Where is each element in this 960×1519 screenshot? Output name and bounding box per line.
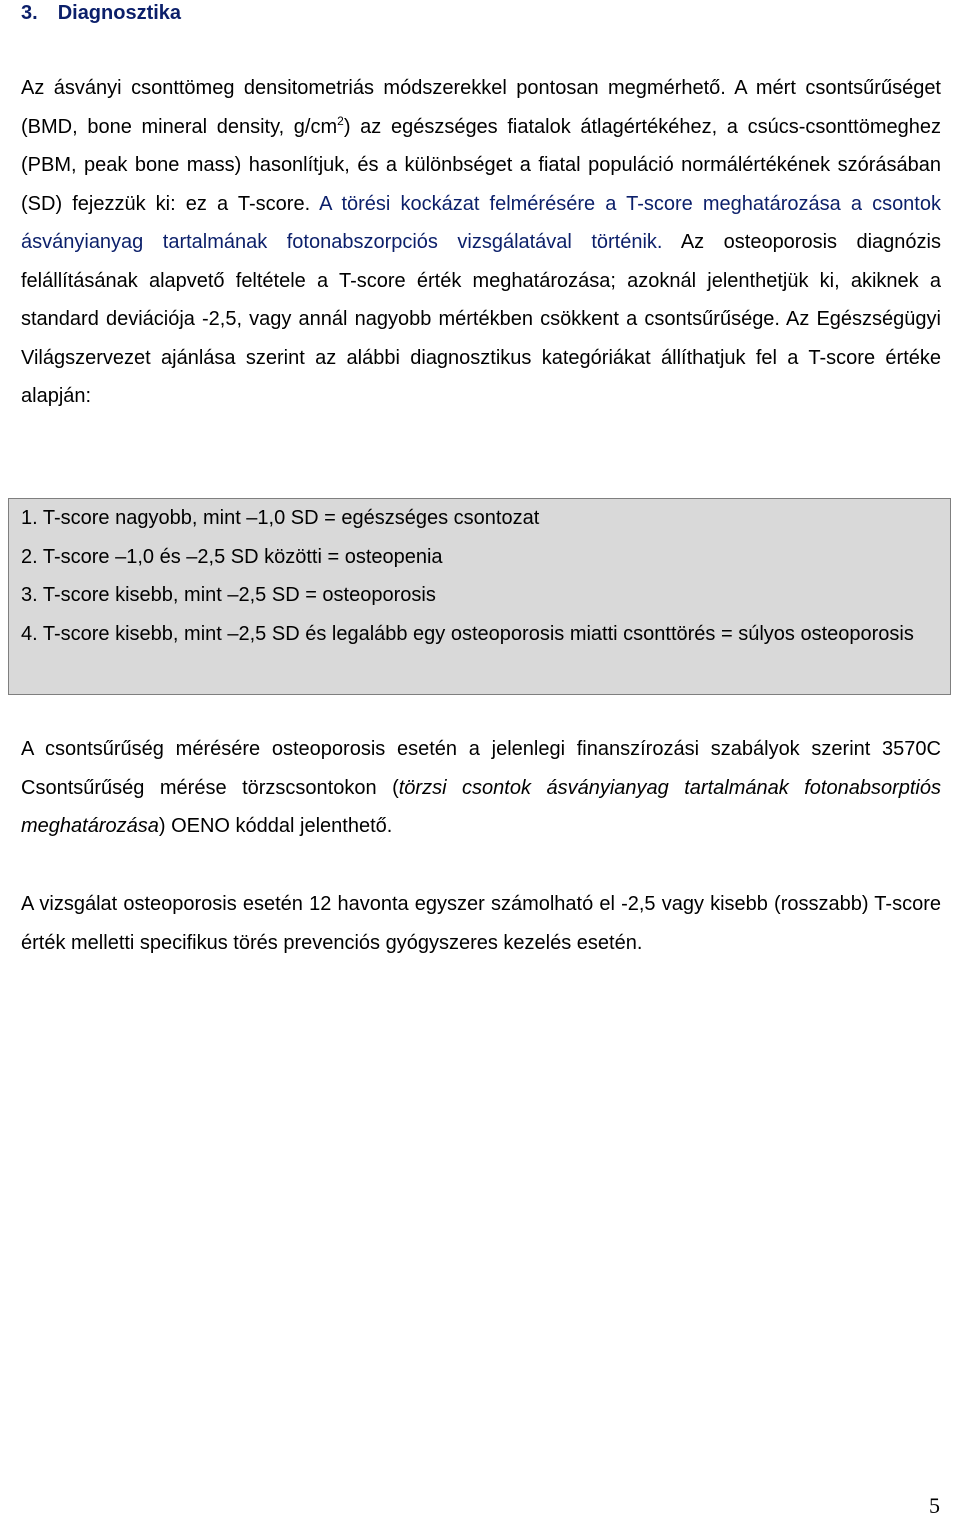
page-number: 5: [929, 1493, 940, 1518]
financing-paragraph: [21, 730, 941, 846]
category-item: 1. T-score nagyobb, mint –1,0 SD = egészséges csontozat: [21, 507, 540, 529]
section-title: Diagnosztika: [57, 2, 182, 24]
category-item: 2. T-score –1,0 és –2,5 SD közötti = osteopenia: [21, 545, 443, 568]
intro-text-c: A törési kockázat felmérésére a T-score meghatározása a csontok ásványianyag tartalmának fotonabszorpciós vizsgálatával történik.: [21, 192, 941, 253]
billing-paragraph: A vizsgálat osteoporosis esetén 12 havonta egyszer számolható el -2,5 vagy kisebb (rosszabb) T-score érték melletti specifikus törés prevenciós gyógyszeres kezelés esetén.: [21, 893, 941, 954]
superscript: 2: [337, 113, 344, 128]
category-item: 4. T-score kisebb, mint –2,5 SD és legalább egy osteoporosis miatti csonttörés = súlyos osteoporosis: [21, 622, 914, 645]
categories-list: [21, 499, 941, 653]
financing-text-b: ) OENO kóddal jelenthető.: [158, 815, 393, 837]
intro-text-b: ) az egészséges fiatalok átlagértékéhez, a csúcs-csonttömeghez (PBM, peak bone mass) hasonlítjuk, és a különbséget a fiatal populáció normálértékének szórásában (SD) fejezzük ki: ez a T-score.: [21, 115, 941, 215]
financing-text-a: A csontsűrűség mérésére osteoporosis esetén a jelenlegi finanszírozási szabályok szerint 3570C Csontsűrűség mérése törzscsontokon (: [21, 738, 941, 799]
intro-paragraph: [21, 69, 941, 416]
financing-text-italic: törzsi csontok ásványianyag tartalmának fotonabsorptiós meghatározása: [21, 776, 941, 837]
diagnostic-categories-box: [8, 498, 951, 695]
section-heading: [21, 0, 181, 26]
category-item: 3. T-score kisebb, mint –2,5 SD = osteoporosis: [21, 584, 436, 606]
intro-text-a: Az ásványi csonttömeg densitometriás módszerekkel pontosan megmérhető. A mért csontsűrűséget (BMD, bone mineral density, g/cm: [21, 77, 941, 138]
section-number: 3.: [21, 2, 38, 24]
intro-text-d: Az osteoporosis diagnózis felállításának alapvető feltétele a T-score érték meghatározása; azoknál jelenthetjük ki, akiknek a standard deviációja -2,5, vagy annál nagyobb mértékben csökkent a csontsűrűsége. Az Egészségügyi Világszervezet ajánlása szerint az alábbi diagnosztikus kategóriákat állíthatjuk fel a T-score értéke alapján:: [21, 231, 941, 407]
